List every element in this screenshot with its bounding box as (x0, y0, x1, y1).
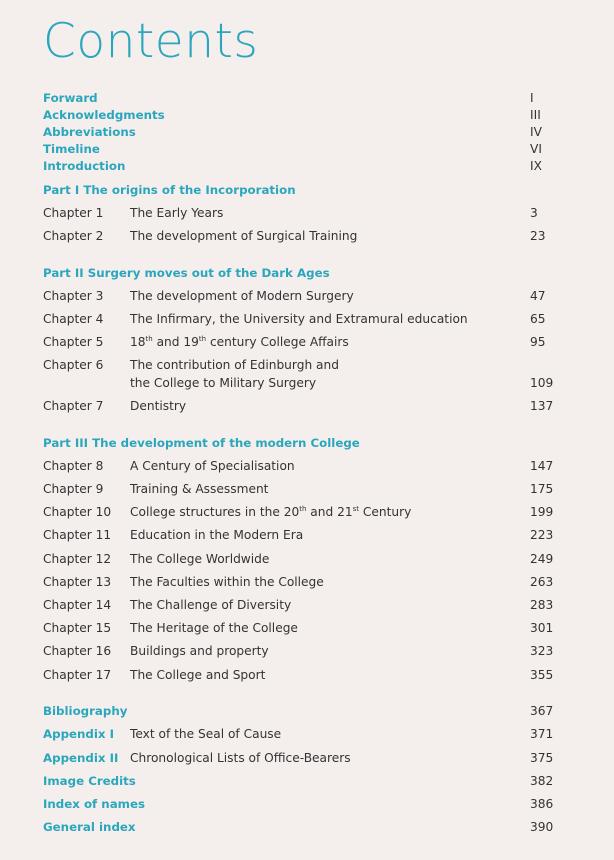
chapter-title (130, 505, 411, 519)
chapter-title: The development of Surgical Training (130, 229, 358, 243)
entry-label: Appendix I (43, 727, 115, 741)
chapter-title (130, 335, 349, 349)
entry-label: Timeline (43, 142, 100, 156)
chapter-page: 263 (530, 575, 554, 589)
chapter-number: Chapter 2 (43, 229, 104, 243)
entry-label: Image Credits (43, 774, 136, 788)
chapter-number: Chapter 5 (43, 335, 104, 349)
entry-page: I (530, 91, 534, 105)
page-title: Contents (43, 14, 259, 69)
ordinal-suffix: th (145, 335, 153, 343)
chapter-number: Chapter 9 (43, 482, 104, 496)
entry-label: Abbreviations (43, 125, 136, 139)
chapter-title: The Early Years (130, 206, 224, 220)
entry-label: Acknowledgments (43, 108, 165, 122)
entry-page: 367 (530, 704, 554, 718)
entry-page: 386 (530, 797, 554, 811)
chapter-title: The College and Sport (130, 668, 266, 682)
chapter-title: Dentistry (130, 399, 187, 413)
chapter-number: Chapter 11 (43, 528, 112, 542)
chapter-page: 175 (530, 482, 554, 496)
chapter-page: 137 (530, 399, 554, 413)
chapter-number: Chapter 4 (43, 312, 104, 326)
chapter-title: Training & Assessment (130, 482, 269, 496)
chapter-number: Chapter 13 (43, 575, 112, 589)
title-text: and 21 (306, 505, 353, 519)
entry-page: 382 (530, 774, 554, 788)
part-heading[interactable]: Part III The development of the modern College (43, 436, 360, 450)
chapter-title: Buildings and property (130, 644, 269, 658)
chapter-page: 23 (530, 229, 546, 243)
chapter-title: The Heritage of the College (130, 621, 298, 635)
title-text: 18 (130, 335, 146, 349)
chapter-number: Chapter 7 (43, 399, 104, 413)
ordinal-suffix: th (198, 335, 207, 343)
ordinal-suffix: th (299, 505, 307, 513)
part-heading[interactable]: Part I The origins of the Incorporation (43, 183, 296, 197)
chapter-page: 223 (530, 528, 554, 542)
chapter-title: The Challenge of Diversity (130, 598, 292, 612)
entry-title: Text of the Seal of Cause (130, 727, 282, 741)
chapter-number: Chapter 1 (43, 206, 104, 220)
chapter-page: 323 (530, 644, 554, 658)
chapter-number: Chapter 8 (43, 459, 104, 473)
chapter-page: 355 (530, 668, 554, 682)
chapter-number: Chapter 6 (43, 358, 104, 372)
entry-label: Introduction (43, 159, 126, 173)
title-text: century College Affairs (206, 335, 349, 349)
entry-label: Forward (43, 91, 98, 105)
chapter-page: 109 (530, 376, 554, 390)
entry-page: VI (530, 142, 542, 156)
chapter-title-continued: the College to Military Surgery (130, 376, 317, 390)
chapter-title: Education in the Modern Era (130, 528, 304, 542)
chapter-number: Chapter 16 (43, 644, 112, 658)
entry-label: Index of names (43, 797, 145, 811)
chapter-number: Chapter 10 (43, 505, 112, 519)
entry-page: 371 (530, 727, 554, 741)
chapter-title: The development of Modern Surgery (130, 289, 354, 303)
title-text: Century (359, 505, 412, 519)
entry-page: 390 (530, 820, 554, 834)
chapter-number: Chapter 14 (43, 598, 112, 612)
part-heading[interactable]: Part II Surgery moves out of the Dark Ages (43, 266, 330, 280)
chapter-page: 95 (530, 335, 546, 349)
chapter-title: The contribution of Edinburgh and (130, 358, 339, 372)
chapter-page: 147 (530, 459, 554, 473)
entry-title: Chronological Lists of Office-Bearers (130, 751, 351, 765)
title-text: and 19 (152, 335, 199, 349)
chapter-page: 65 (530, 312, 546, 326)
chapter-page: 3 (530, 206, 538, 220)
entry-page: 375 (530, 751, 554, 765)
entry-page: III (530, 108, 541, 122)
title-text: College structures in the 20 (130, 505, 300, 519)
chapter-page: 199 (530, 505, 554, 519)
chapter-number: Chapter 12 (43, 552, 112, 566)
chapter-number: Chapter 17 (43, 668, 112, 682)
entry-page: IV (530, 125, 542, 139)
chapter-number: Chapter 3 (43, 289, 104, 303)
chapter-number: Chapter 15 (43, 621, 112, 635)
entry-label: Bibliography (43, 704, 128, 718)
chapter-page: 249 (530, 552, 554, 566)
chapter-page: 301 (530, 621, 554, 635)
chapter-page: 47 (530, 289, 546, 303)
ordinal-suffix: st (352, 505, 360, 513)
entry-label: Appendix II (43, 751, 119, 765)
chapter-title: The Faculties within the College (130, 575, 324, 589)
entry-label: General index (43, 820, 136, 834)
chapter-title: A Century of Specialisation (130, 459, 295, 473)
chapter-title: The College Worldwide (130, 552, 270, 566)
chapter-title: The Infirmary, the University and Extramural education (130, 312, 468, 326)
chapter-page: 283 (530, 598, 554, 612)
entry-page: IX (530, 159, 542, 173)
toc-chapter-entry[interactable] (43, 358, 553, 390)
